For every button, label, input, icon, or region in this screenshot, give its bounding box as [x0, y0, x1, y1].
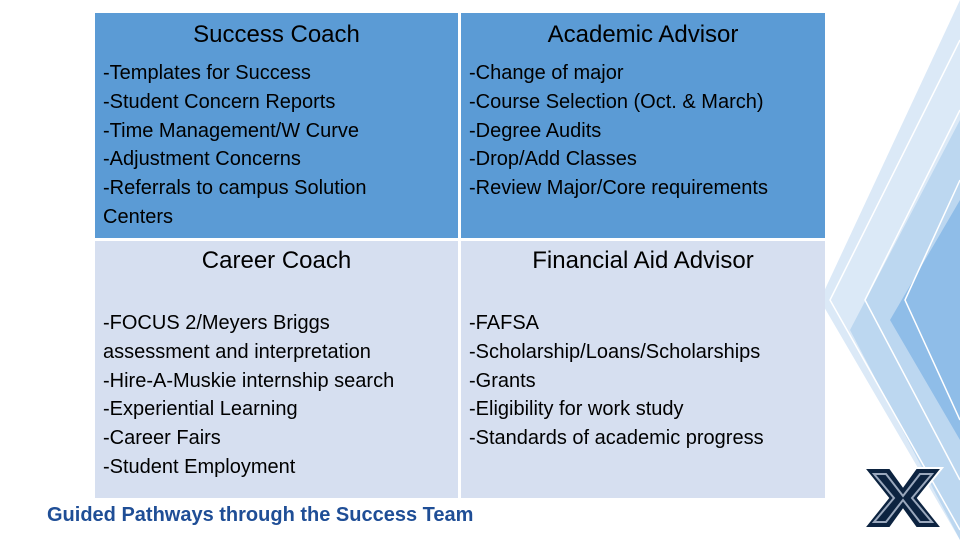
- services-grid: [95, 13, 825, 498]
- list-item: -Time Management/W Curve: [103, 119, 359, 142]
- academic-advisor-title: Academic Advisor: [547, 21, 739, 48]
- list-item: -Drop/Add Classes: [469, 148, 637, 171]
- list-item: Centers: [103, 205, 174, 228]
- footer-caption: Guided Pathways through the Success Team: [47, 504, 474, 526]
- triangle-decoration: [820, 0, 960, 540]
- list-item: -Hire-A-Muskie internship search: [103, 369, 395, 392]
- success-coach-title: Success Coach: [193, 21, 360, 48]
- list-item: -Change of major: [469, 62, 624, 84]
- list-item: -Eligibility for work study: [469, 398, 684, 421]
- financial-aid-advisor-title: Financial Aid Advisor: [532, 247, 754, 274]
- x-logo-icon: [862, 466, 944, 530]
- list-item: -FAFSA: [469, 312, 540, 334]
- career-coach-title: Career Coach: [201, 247, 352, 274]
- list-item: -Templates for Success: [103, 62, 311, 84]
- list-item: -Degree Audits: [469, 119, 602, 142]
- list-item: -Student Concern Reports: [103, 90, 336, 113]
- list-item: -Adjustment Concerns: [103, 148, 301, 171]
- list-item: -Student Employment: [103, 455, 296, 478]
- career-coach-cell: [95, 241, 458, 498]
- list-item: -Standards of academic progress: [469, 427, 764, 450]
- financial-aid-advisor-cell: [461, 241, 825, 498]
- list-item: -Referrals to campus Solution: [103, 177, 367, 200]
- academic-advisor-list: [469, 59, 817, 203]
- list-item: -Review Major/Core requirements: [469, 177, 768, 200]
- list-item: -FOCUS 2/Meyers Briggs: [103, 312, 330, 334]
- list-item: -Scholarship/Loans/Scholarships: [469, 340, 761, 363]
- academic-advisor-cell: [461, 13, 825, 238]
- success-coach-cell: [95, 13, 458, 238]
- career-coach-list: [103, 309, 450, 482]
- list-item: -Course Selection (Oct. & March): [469, 90, 764, 113]
- financial-aid-advisor-list: [469, 309, 817, 453]
- list-item: -Career Fairs: [103, 427, 221, 450]
- list-item: -Experiential Learning: [103, 398, 298, 421]
- list-item: assessment and interpretation: [103, 340, 371, 363]
- list-item: -Grants: [469, 369, 536, 392]
- success-coach-list: [103, 59, 450, 232]
